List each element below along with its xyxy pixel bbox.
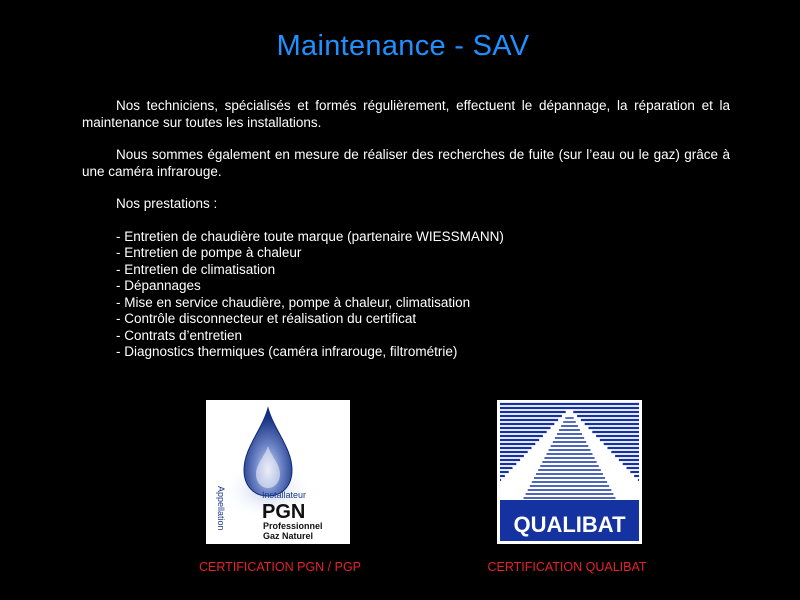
qualibat-logo-icon <box>497 400 642 544</box>
list-item: - Entretien de pompe à chaleur <box>116 245 302 260</box>
qualibat-name-text: QUALIBAT <box>513 512 626 537</box>
list-item: - Dépannages <box>116 278 201 293</box>
pgn-certification-logo <box>206 400 350 544</box>
pgn-appellation-text: Appellation <box>216 486 226 531</box>
pgn-line2-text: Gaz Naturel <box>263 531 314 541</box>
caption-pgn-certification: CERTIFICATION PGN / PGP <box>198 560 362 574</box>
services-heading: Nos prestations : <box>116 196 218 211</box>
list-item: - Contrôle disconnecteur et réalisation du certificat <box>116 311 417 326</box>
list-item: - Mise en service chaudière, pompe à chaleur, climatisation <box>116 294 471 310</box>
list-item: - Entretien de climatisation <box>116 261 276 277</box>
caption-qualibat-certification: CERTIFICATION QUALIBAT <box>487 560 647 574</box>
qualibat-certification-logo <box>497 400 642 544</box>
list-item: - Diagnostics thermiques (caméra infrarouge, filtrométrie) <box>116 344 458 359</box>
intro-paragraph-technicians: Nos techniciens, spécialisés et formés régulièrement, effectuent le dépannage, la réparation et la maintenance sur toutes les installations. <box>82 98 730 130</box>
pgn-flame-logo-icon <box>206 400 350 544</box>
list-item: - Contrats d’entretien <box>116 327 243 343</box>
services-list <box>82 229 730 361</box>
intro-paragraph-leak-detection: Nous sommes également en mesure de réaliser des recherches de fuite (sur l’eau ou le gaz) grâce à une caméra infrarouge. <box>82 147 730 179</box>
content-section <box>82 98 730 361</box>
page-title: Maintenance - SAV <box>276 30 530 62</box>
pgn-line1-text: Professionnel <box>263 521 323 531</box>
pgn-installateur-text: Installateur <box>262 490 307 500</box>
pgn-acronym-text: PGN <box>262 501 306 523</box>
list-item: - Entretien de chaudière toute marque (partenaire WIESSMANN) <box>116 228 504 244</box>
